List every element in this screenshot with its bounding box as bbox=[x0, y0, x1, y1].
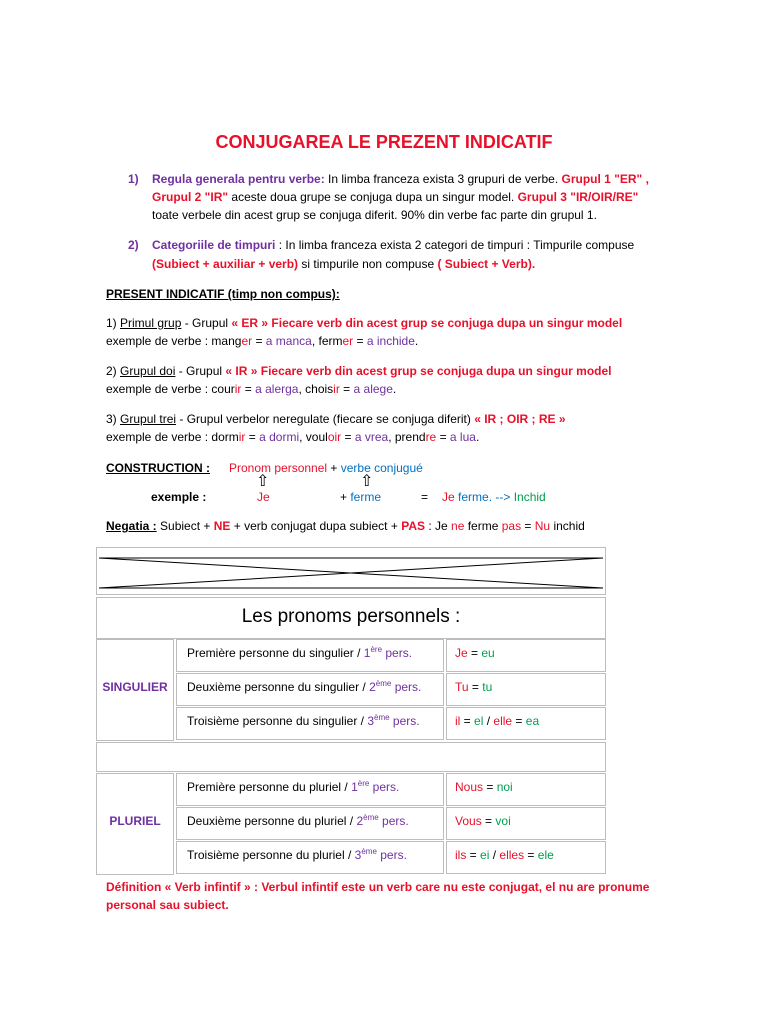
cross-lines-icon bbox=[97, 548, 605, 594]
paragraph-1-line-3: toate verbele din acest grup se conjuga diferit. 90% din verbe fac parte din grupul 1. bbox=[152, 208, 597, 222]
group-1-examples: exemple de verbe : manger = a manca, fermer = a inchide. bbox=[106, 334, 419, 348]
group-3-line: 3) Grupul trei - Grupul verbelor neregulate (fiecare se conjuga diferit) « IR ; OIR ; RE » bbox=[106, 412, 566, 426]
singular-label: SINGULIER bbox=[102, 680, 168, 694]
plural-label: PLURIEL bbox=[109, 814, 161, 828]
group-2-line: 2) Grupul doi - Grupul « IR » Fiecare verb din acest grup se conjuga dupa un singur model bbox=[106, 364, 612, 378]
singular-row-1-value: Je = eu bbox=[446, 639, 606, 672]
singular-row-2-value: Tu = tu bbox=[446, 673, 606, 706]
group-1-line: 1) Primul grup - Grupul « ER » Fiecare verb din acest grup se conjuga dupa un singur model bbox=[106, 316, 623, 330]
group-2-examples: exemple de verbe : courir = a alerga, choisir = a alege. bbox=[106, 382, 397, 396]
table-spacer-row bbox=[96, 742, 606, 772]
plural-row-3-value: ils = ei / elles = ele bbox=[446, 841, 606, 874]
plural-row-3-desc: Troisième personne du pluriel / 3ème pers. bbox=[176, 841, 444, 874]
section-heading: PRESENT INDICATIF (timp non compus): bbox=[106, 287, 340, 301]
arrow-up-icon-pronom: ⇧ bbox=[256, 473, 270, 490]
paragraph-2-line-1: Categoriile de timpuri : In limba franceza exista 2 categori de timpuri : Timpurile compuse bbox=[152, 238, 635, 252]
table-heading: Les pronoms personnels : bbox=[241, 606, 461, 627]
list-number-1: 1) bbox=[128, 172, 139, 186]
definition-line-2: personal sau subiect. bbox=[106, 898, 229, 912]
singular-row-1-desc: Première personne du singulier / 1ère pers. bbox=[176, 639, 444, 672]
example-equals: = bbox=[421, 490, 429, 504]
list-number-2: 2) bbox=[128, 238, 139, 252]
singular-row-2-desc: Deuxième personne du singulier / 2ème pers. bbox=[176, 673, 444, 706]
plural-row-1-value: Nous = noi bbox=[446, 773, 606, 806]
construction-label: CONSTRUCTION : bbox=[106, 461, 210, 475]
paragraph-1-line-2: Grupul 2 "IR" aceste doua grupe se conjuga dupa un singur model. Grupul 3 "IR/OIR/RE" bbox=[152, 190, 639, 204]
singular-label-cell bbox=[96, 639, 174, 741]
example-verb: + ferme bbox=[340, 490, 382, 504]
example-pronoun: Je bbox=[257, 490, 270, 504]
singular-row-3-value: il = el / elle = ea bbox=[446, 707, 606, 740]
paragraph-1-line-1: Regula generala pentru verbe: In limba franceza exista 3 grupuri de verbe. Grupul 1 "ER" , bbox=[152, 172, 649, 186]
negation-line: Negatia : Subiect + NE + verb conjugat dupa subiect + PAS : Je ne ferme pas = Nu inchid bbox=[106, 519, 585, 533]
plural-row-2-value: Vous = voi bbox=[446, 807, 606, 840]
plural-row-1-desc: Première personne du pluriel / 1ère pers. bbox=[176, 773, 444, 806]
construction-formula: Pronom personnel + verbe conjugué bbox=[229, 461, 423, 475]
plural-label-cell bbox=[96, 773, 174, 875]
definition-line-1: Définition « Verb infintif » : Verbul infintif este un verb care nu este conjugat, el nu are pronume bbox=[106, 880, 650, 894]
plural-row-2-desc: Deuxième personne du pluriel / 2ème pers. bbox=[176, 807, 444, 840]
example-result: Je ferme. --> Inchid bbox=[442, 490, 546, 504]
table-heading-cell bbox=[96, 597, 606, 639]
page-title: CONJUGAREA LE PREZENT INDICATIF bbox=[215, 132, 553, 152]
paragraph-2-line-2: (Subiect + auxiliar + verb) si timpurile non compuse ( Subiect + Verb). bbox=[152, 257, 536, 271]
arrow-up-icon-verbe: ⇧ bbox=[360, 473, 374, 490]
group-3-examples: exemple de verbe : dormir = a dormi, vouloir = a vrea, prendre = a lua. bbox=[106, 430, 480, 444]
singular-row-3-desc: Troisième personne du singulier / 3ème pers. bbox=[176, 707, 444, 740]
example-label: exemple : bbox=[151, 490, 207, 504]
crossed-header-cell bbox=[96, 547, 606, 595]
